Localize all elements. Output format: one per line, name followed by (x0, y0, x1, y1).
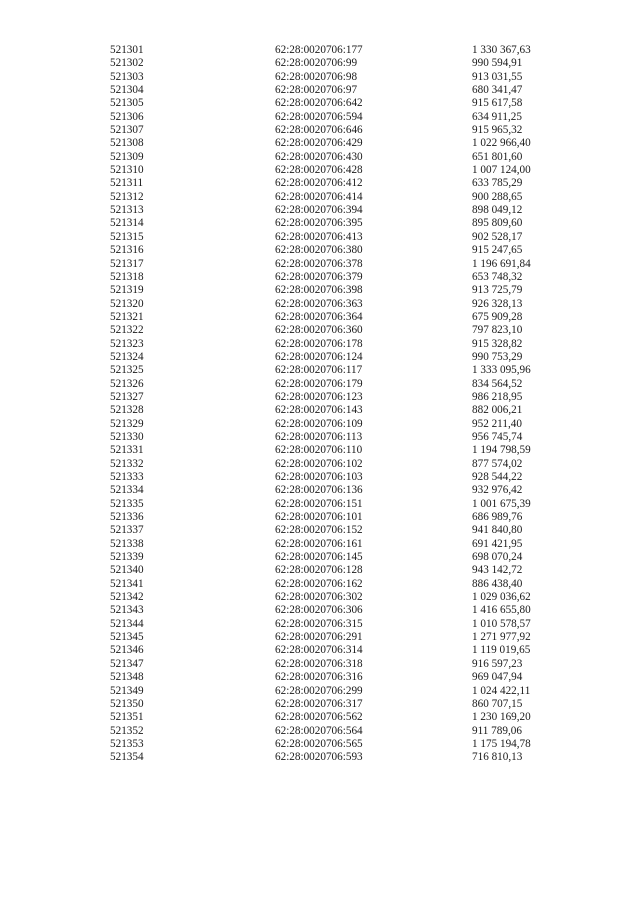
value-cell: 915 617,58 (472, 97, 523, 110)
cadastral-number-cell: 62:28:0020706:378 (275, 257, 363, 270)
table-row (0, 738, 592, 751)
table-row (0, 151, 592, 164)
cadastral-number-cell: 62:28:0020706:99 (275, 57, 358, 70)
table-row (0, 124, 592, 137)
row-id-cell: 521316 (110, 244, 144, 257)
value-cell: 877 574,02 (472, 457, 523, 470)
table-row (0, 137, 592, 150)
table-row (0, 111, 592, 124)
table-row (0, 578, 592, 591)
row-id-cell: 521338 (110, 537, 144, 550)
cadastral-number-cell: 62:28:0020706:302 (275, 591, 363, 604)
table-row (0, 298, 592, 311)
value-cell: 1 416 655,80 (472, 604, 531, 617)
table-row (0, 404, 592, 417)
row-id-cell: 521334 (110, 484, 144, 497)
cadastral-number-cell: 62:28:0020706:151 (275, 497, 363, 510)
table-row (0, 378, 592, 391)
row-id-cell: 521326 (110, 377, 144, 390)
table-row (0, 471, 592, 484)
value-cell: 969 047,94 (472, 671, 523, 684)
table-row (0, 97, 592, 110)
table-row (0, 698, 592, 711)
value-cell: 686 989,76 (472, 511, 523, 524)
row-id-cell: 521343 (110, 604, 144, 617)
row-id-cell: 521350 (110, 697, 144, 710)
table-row (0, 204, 592, 217)
table-row (0, 284, 592, 297)
cadastral-number-cell: 62:28:0020706:101 (275, 511, 363, 524)
value-cell: 1 029 036,62 (472, 591, 531, 604)
registry-table (0, 44, 592, 765)
table-row (0, 71, 592, 84)
value-cell: 886 438,40 (472, 577, 523, 590)
table-row (0, 338, 592, 351)
cadastral-number-cell: 62:28:0020706:97 (275, 84, 358, 97)
row-id-cell: 521320 (110, 297, 144, 310)
cadastral-number-cell: 62:28:0020706:414 (275, 190, 363, 203)
value-cell: 1 001 675,39 (472, 497, 531, 510)
value-cell: 698 070,24 (472, 551, 523, 564)
value-cell: 928 544,22 (472, 471, 523, 483)
table-row (0, 631, 592, 644)
table-row (0, 498, 592, 511)
cadastral-number-cell: 62:28:0020706:102 (275, 457, 363, 470)
cadastral-number-cell: 62:28:0020706:152 (275, 524, 363, 537)
table-row (0, 431, 592, 444)
value-cell: 926 328,13 (472, 297, 523, 310)
row-id-cell: 521349 (110, 684, 144, 697)
table-row (0, 538, 592, 551)
cadastral-number-cell: 62:28:0020706:562 (275, 711, 363, 724)
cadastral-number-cell: 62:28:0020706:318 (275, 657, 363, 670)
row-id-cell: 521329 (110, 417, 144, 430)
cadastral-number-cell: 62:28:0020706:364 (275, 310, 363, 323)
cadastral-number-cell: 62:28:0020706:306 (275, 604, 363, 617)
registry-table-body (0, 44, 592, 765)
table-row (0, 564, 592, 577)
table-row (0, 191, 592, 204)
value-cell: 902 528,17 (472, 230, 523, 243)
value-cell: 913 725,79 (472, 284, 523, 297)
row-id-cell: 521337 (110, 524, 144, 537)
row-id-cell: 521328 (110, 404, 144, 417)
value-cell: 1 194 798,59 (472, 444, 531, 457)
value-cell: 916 597,23 (472, 657, 523, 670)
cadastral-number-cell: 62:28:0020706:380 (275, 244, 363, 257)
value-cell: 915 328,82 (472, 337, 523, 350)
table-row (0, 484, 592, 497)
cadastral-number-cell: 62:28:0020706:314 (275, 644, 363, 657)
cadastral-number-cell: 62:28:0020706:117 (275, 364, 363, 377)
cadastral-number-cell: 62:28:0020706:128 (275, 564, 363, 577)
row-id-cell: 521325 (110, 364, 144, 377)
value-cell: 1 022 966,40 (472, 137, 531, 150)
row-id-cell: 521315 (110, 230, 144, 243)
cadastral-number-cell: 62:28:0020706:316 (275, 671, 363, 684)
value-cell: 898 049,12 (472, 204, 523, 217)
table-row (0, 751, 592, 764)
value-cell: 913 031,55 (472, 70, 523, 83)
cadastral-number-cell: 62:28:0020706:593 (275, 751, 363, 764)
value-cell: 932 976,42 (472, 484, 523, 497)
cadastral-number-cell: 62:28:0020706:395 (275, 217, 363, 230)
value-cell: 956 745,74 (472, 430, 523, 443)
table-row (0, 44, 592, 57)
row-id-cell: 521332 (110, 457, 144, 470)
value-cell: 943 142,72 (472, 564, 523, 577)
row-id-cell: 521327 (110, 390, 144, 403)
table-row (0, 324, 592, 337)
table-row (0, 604, 592, 617)
table-row (0, 231, 592, 244)
value-cell: 691 421,95 (472, 537, 523, 550)
row-id-cell: 521309 (110, 150, 144, 163)
table-row (0, 258, 592, 271)
value-cell: 882 006,21 (472, 404, 523, 417)
cadastral-number-cell: 62:28:0020706:315 (275, 617, 363, 630)
value-cell: 915 965,32 (472, 124, 523, 137)
row-id-cell: 521346 (110, 644, 144, 657)
row-id-cell: 521331 (110, 444, 144, 457)
cadastral-number-cell: 62:28:0020706:113 (275, 430, 363, 443)
row-id-cell: 521305 (110, 97, 144, 110)
value-cell: 860 707,15 (472, 697, 523, 710)
table-row (0, 217, 592, 230)
value-cell: 941 840,80 (472, 524, 523, 537)
cadastral-number-cell: 62:28:0020706:124 (275, 350, 363, 363)
row-id-cell: 521348 (110, 671, 144, 684)
table-row (0, 57, 592, 70)
cadastral-number-cell: 62:28:0020706:363 (275, 297, 363, 310)
value-cell: 986 218,95 (472, 390, 523, 403)
row-id-cell: 521312 (110, 190, 144, 203)
row-id-cell: 521304 (110, 84, 144, 97)
value-cell: 716 810,13 (472, 751, 523, 764)
row-id-cell: 521341 (110, 577, 144, 590)
row-id-cell: 521340 (110, 564, 144, 577)
value-cell: 1 196 691,84 (472, 257, 531, 270)
table-row (0, 244, 592, 257)
cadastral-number-cell: 62:28:0020706:145 (275, 551, 363, 564)
value-cell: 675 909,28 (472, 310, 523, 323)
row-id-cell: 521303 (110, 70, 144, 83)
table-row (0, 618, 592, 631)
row-id-cell: 521344 (110, 617, 144, 630)
cadastral-number-cell: 62:28:0020706:642 (275, 97, 363, 110)
value-cell: 1 010 578,57 (472, 617, 531, 630)
value-cell: 834 564,52 (472, 377, 523, 390)
row-id-cell: 521311 (110, 177, 144, 190)
cadastral-number-cell: 62:28:0020706:564 (275, 724, 363, 737)
cadastral-number-cell: 62:28:0020706:109 (275, 417, 363, 430)
value-cell: 1 330 367,63 (472, 44, 531, 56)
value-cell: 990 753,29 (472, 350, 523, 363)
value-cell: 900 288,65 (472, 190, 523, 203)
row-id-cell: 521335 (110, 497, 144, 510)
cadastral-number-cell: 62:28:0020706:161 (275, 537, 363, 550)
row-id-cell: 521314 (110, 217, 144, 230)
row-id-cell: 521336 (110, 511, 144, 524)
row-id-cell: 521342 (110, 591, 144, 604)
value-cell: 634 911,25 (472, 110, 522, 123)
row-id-cell: 521306 (110, 110, 144, 123)
row-id-cell: 521324 (110, 350, 144, 363)
cadastral-number-cell: 62:28:0020706:177 (275, 44, 363, 56)
value-cell: 1 119 019,65 (472, 644, 531, 657)
table-row (0, 177, 592, 190)
cadastral-number-cell: 62:28:0020706:360 (275, 324, 363, 337)
table-row (0, 444, 592, 457)
row-id-cell: 521352 (110, 724, 144, 737)
row-id-cell: 521347 (110, 657, 144, 670)
table-row (0, 671, 592, 684)
value-cell: 915 247,65 (472, 244, 523, 257)
row-id-cell: 521317 (110, 257, 144, 270)
cadastral-number-cell: 62:28:0020706:98 (275, 70, 358, 83)
table-row (0, 685, 592, 698)
cadastral-number-cell: 62:28:0020706:178 (275, 337, 363, 350)
table-row (0, 164, 592, 177)
row-id-cell: 521310 (110, 164, 144, 177)
table-row (0, 458, 592, 471)
cadastral-number-cell: 62:28:0020706:412 (275, 177, 363, 190)
row-id-cell: 521322 (110, 324, 144, 337)
table-row (0, 271, 592, 284)
value-cell: 1 175 194,78 (472, 737, 531, 750)
cadastral-number-cell: 62:28:0020706:136 (275, 484, 363, 497)
cadastral-number-cell: 62:28:0020706:179 (275, 377, 363, 390)
cadastral-number-cell: 62:28:0020706:143 (275, 404, 363, 417)
value-cell: 1 333 095,96 (472, 364, 531, 377)
cadastral-number-cell: 62:28:0020706:594 (275, 110, 363, 123)
table-row (0, 311, 592, 324)
value-cell: 952 211,40 (472, 417, 522, 430)
cadastral-number-cell: 62:28:0020706:162 (275, 577, 363, 590)
table-row (0, 511, 592, 524)
row-id-cell: 521345 (110, 631, 144, 644)
table-row (0, 364, 592, 377)
row-id-cell: 521330 (110, 430, 144, 443)
cadastral-number-cell: 62:28:0020706:398 (275, 284, 363, 297)
value-cell: 895 809,60 (472, 217, 523, 230)
value-cell: 911 789,06 (472, 724, 522, 737)
table-row (0, 351, 592, 364)
row-id-cell: 521321 (110, 310, 144, 323)
table-row (0, 711, 592, 724)
row-id-cell: 521351 (110, 711, 144, 724)
row-id-cell: 521313 (110, 204, 144, 217)
table-row (0, 591, 592, 604)
cadastral-number-cell: 62:28:0020706:379 (275, 270, 363, 283)
row-id-cell: 521323 (110, 337, 144, 350)
value-cell: 1 230 169,20 (472, 711, 531, 724)
cadastral-number-cell: 62:28:0020706:646 (275, 124, 363, 137)
value-cell: 651 801,60 (472, 150, 523, 163)
cadastral-number-cell: 62:28:0020706:123 (275, 390, 363, 403)
row-id-cell: 521301 (110, 44, 144, 56)
row-id-cell: 521339 (110, 551, 144, 564)
value-cell: 990 594,91 (472, 57, 523, 70)
cadastral-number-cell: 62:28:0020706:103 (275, 471, 363, 483)
row-id-cell: 521353 (110, 737, 144, 750)
cadastral-number-cell: 62:28:0020706:110 (275, 444, 363, 457)
value-cell: 653 748,32 (472, 270, 523, 283)
table-row (0, 658, 592, 671)
table-row (0, 84, 592, 97)
cadastral-number-cell: 62:28:0020706:430 (275, 150, 363, 163)
value-cell: 797 823,10 (472, 324, 523, 337)
value-cell: 1 007 124,00 (472, 164, 531, 177)
cadastral-number-cell: 62:28:0020706:317 (275, 697, 363, 710)
cadastral-number-cell: 62:28:0020706:291 (275, 631, 363, 644)
table-row (0, 391, 592, 404)
value-cell: 1 024 422,11 (472, 684, 531, 697)
value-cell: 1 271 977,92 (472, 631, 531, 644)
row-id-cell: 521302 (110, 57, 144, 70)
value-cell: 680 341,47 (472, 84, 523, 97)
table-row (0, 644, 592, 657)
row-id-cell: 521333 (110, 471, 144, 483)
cadastral-number-cell: 62:28:0020706:394 (275, 204, 363, 217)
cadastral-number-cell: 62:28:0020706:565 (275, 737, 363, 750)
value-cell: 633 785,29 (472, 177, 523, 190)
row-id-cell: 521354 (110, 751, 144, 764)
table-row (0, 524, 592, 537)
row-id-cell: 521319 (110, 284, 144, 297)
cadastral-number-cell: 62:28:0020706:429 (275, 137, 363, 150)
row-id-cell: 521318 (110, 270, 144, 283)
row-id-cell: 521307 (110, 124, 144, 137)
cadastral-number-cell: 62:28:0020706:413 (275, 230, 363, 243)
table-row (0, 725, 592, 738)
cadastral-number-cell: 62:28:0020706:428 (275, 164, 363, 177)
cadastral-number-cell: 62:28:0020706:299 (275, 684, 363, 697)
row-id-cell: 521308 (110, 137, 144, 150)
table-row (0, 418, 592, 431)
table-row (0, 551, 592, 564)
